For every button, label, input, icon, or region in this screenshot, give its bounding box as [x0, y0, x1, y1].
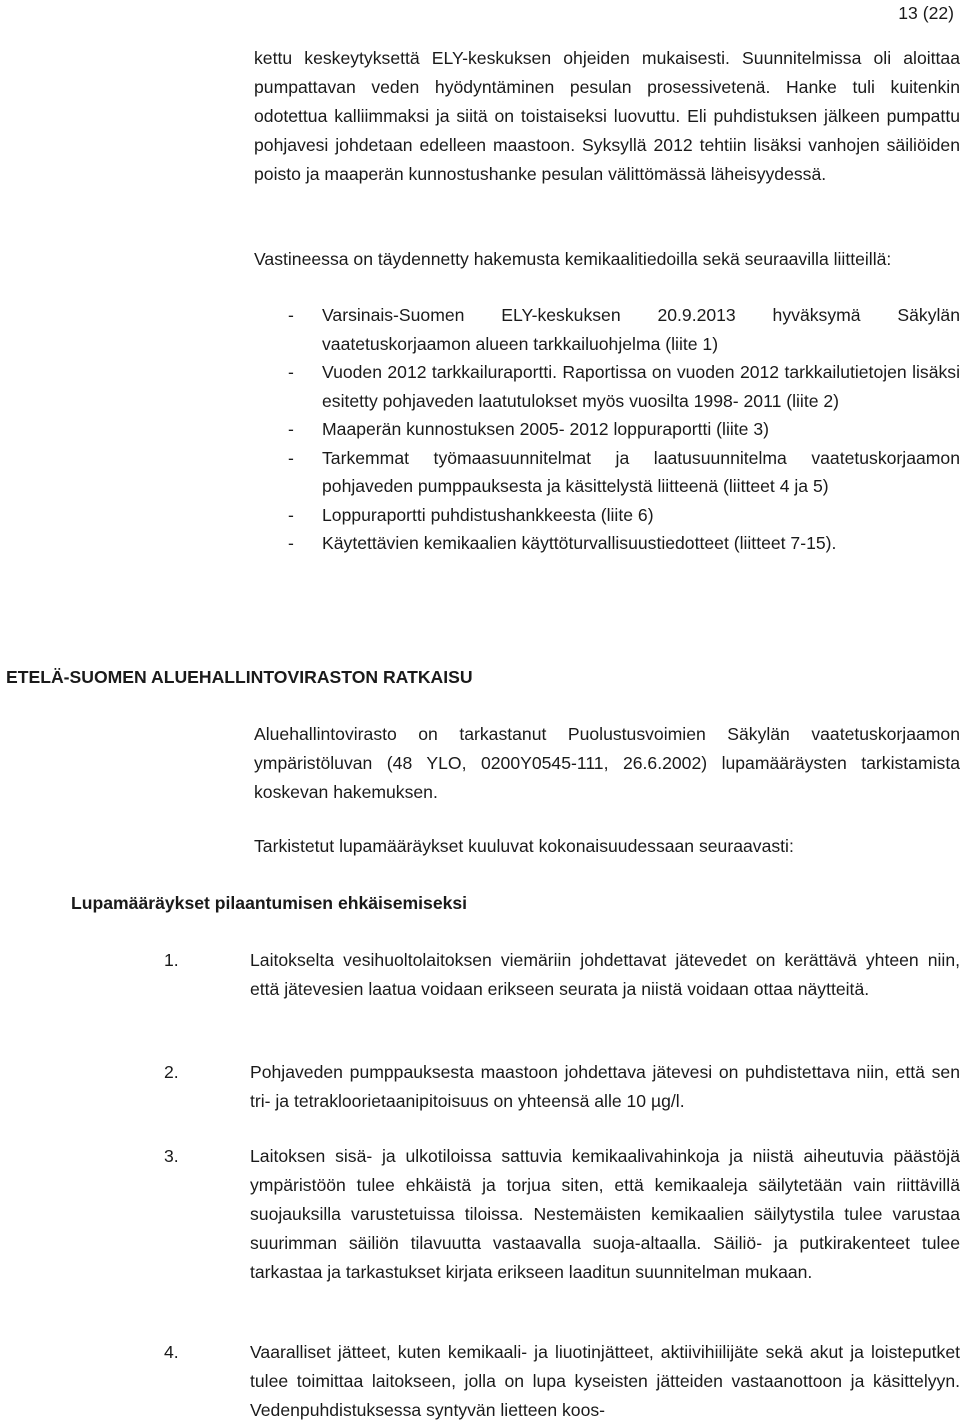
revised-intro-block — [254, 832, 960, 861]
list-item — [254, 415, 960, 444]
provision-number: 1. — [164, 950, 179, 970]
list-dash: - — [288, 419, 294, 439]
provision-text: Pohjaveden pumppauksesta maastoon johdettava jätevesi on puhdistettava niin, että sen tri- ja tetrakloorietaanipitoisuus on yhteensä alle 10 µg/l. — [250, 1062, 960, 1111]
provision-item — [164, 946, 960, 1004]
list-dash: - — [288, 305, 294, 325]
provision-item — [164, 1058, 960, 1116]
provision-number: 2. — [164, 1062, 179, 1082]
revised-intro: Tarkistetut lupamääräykset kuuluvat kokonaisuudessaan seuraavasti: — [254, 836, 794, 856]
list-item — [254, 358, 960, 415]
list-item — [254, 301, 960, 358]
intro-paragraph-block — [254, 44, 960, 189]
supplement-intro: Vastineessa on täydennetty hakemusta kemikaalitiedoilla sekä seuraavilla liitteillä: — [254, 249, 892, 269]
provision-item — [164, 1338, 960, 1425]
sub-heading: Lupamääräykset pilaantumisen ehkäisemiseksi — [71, 893, 468, 913]
list-item — [254, 529, 960, 558]
list-item — [254, 444, 960, 501]
list-item-text: Maaperän kunnostuksen 2005- 2012 loppuraportti (liite 3) — [322, 419, 769, 439]
provision-text: Laitokselta vesihuoltolaitoksen viemäriin johdettavat jätevedet on kerättävä yhteen niin, että jätevesien laatua voidaan erikseen seurata ja niistä voidaan ottaa näytteitä. — [250, 950, 960, 999]
provision-text: Vaaralliset jätteet, kuten kemikaali- ja liuotinjätteet, aktiivihiilijäte sekä akut ja loisteputket tulee toimittaa laitokseen, jolla on lupa kyseisten jätteiden vastaanottoon ja käsittelyyn. Vedenpuhdistuksessa syntyvän lietteen koos- — [250, 1342, 960, 1420]
list-item — [254, 501, 960, 530]
list-dash: - — [288, 504, 294, 525]
decision-paragraph: Aluehallintovirasto on tarkastanut Puolustusvoimien Säkylän vaatetuskorjaamon ympäristöluvan (48 YLO, 0200Y0545-111, 26.6.2002) lupamääräysten tarkistamista koskevan hakemuksen. — [254, 724, 960, 802]
list-item-text: Tarkemmat työmaasuunnitelmat ja laatusuunnitelma vaatetuskorjaamon pohjaveden pumppauksesta ja käsittelystä liitteenä (liitteet 4 ja 5) — [322, 447, 960, 496]
list-dash: - — [288, 533, 294, 553]
main-heading: ETELÄ-SUOMEN ALUEHALLINTOVIRASTON RATKAISU — [6, 667, 473, 687]
provision-text: Laitoksen sisä- ja ulkotiloissa sattuvia kemikaalivahinkoja ja niistä aiheutuvia päästöjä ympäristöön tulee ehkäistä ja torjua siten, että kemikaaleja säilytetään vain riittävillä suojauksilla varustetuissa tiloissa. Nestemäisten kemikaalien säilytystila tulee varustaa suurimman säiliön tilavuutta vastaavalla suoja-altaalla. Säiliö- ja putkirakenteet tulee tarkastaa ja tarkastukset kirjata erikseen laaditun suunnitelman mukaan. — [250, 1146, 960, 1282]
page-number: 13 (22) — [898, 3, 954, 23]
list-dash: - — [288, 362, 294, 382]
list-item-text: Käytettävien kemikaalien käyttöturvallisuustiedotteet (liitteet 7-15). — [322, 533, 837, 553]
list-item-text: Loppuraportti puhdistushankkeesta (liite 6) — [322, 504, 654, 525]
attachment-list — [254, 301, 960, 558]
intro-paragraph: kettu keskeytyksettä ELY-keskuksen ohjeiden mukaisesti. Suunnitelmissa oli aloittaa pumpattavan veden hyödyntäminen pesulan prosessivetenä. Hanke tuli kuitenkin odotettua kalliimmaksi ja siitä on toistaiseksi luovuttu. Eli puhdistuksen jälkeen pumpattu pohjavesi johdetaan edelleen maastoon. Syksyllä 2012 tehtiin lisäksi vanhojen säiliöiden poisto ja maaperän kunnostushanke pesulan välittömässä läheisyydessä. — [254, 48, 960, 184]
list-dash: - — [288, 447, 294, 468]
supplement-intro-block — [254, 245, 960, 274]
provision-number: 4. — [164, 1342, 179, 1362]
provision-number: 3. — [164, 1146, 179, 1166]
decision-paragraph-block — [254, 720, 960, 807]
list-item-text: Vuoden 2012 tarkkailuraportti. Raportissa on vuoden 2012 tarkkailutietojen lisäksi esitetty pohjaveden laatutulokset myös vuosilta 1998- 2011 (liite 2) — [322, 362, 960, 411]
list-item-text: Varsinais-Suomen ELY-keskuksen 20.9.2013 hyväksymä Säkylän vaatetuskorjaamon alueen tarkkailuohjelma (liite 1) — [322, 305, 960, 354]
provision-item — [164, 1142, 960, 1287]
